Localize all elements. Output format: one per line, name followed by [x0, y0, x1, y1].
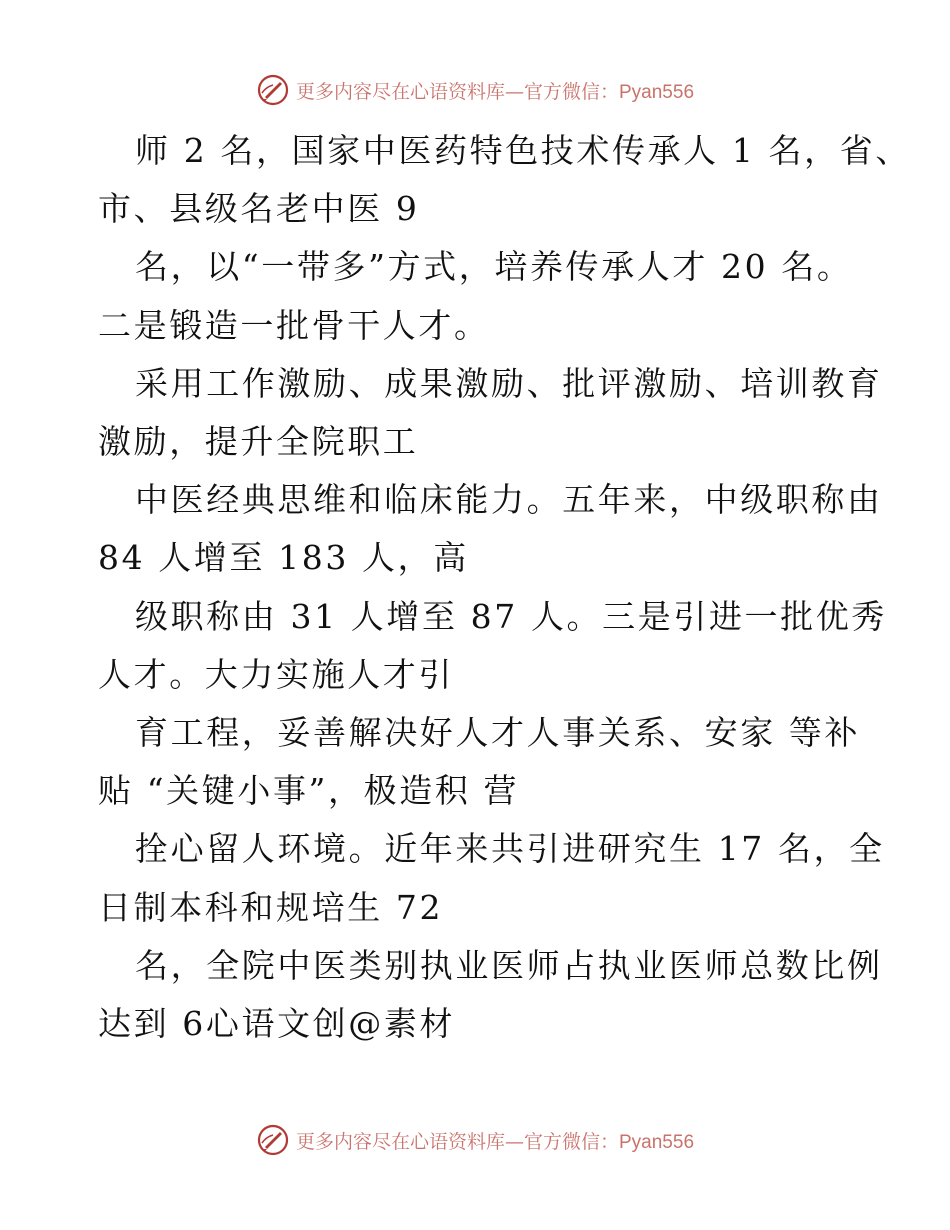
header-banner — [0, 70, 950, 110]
document-body — [98, 122, 911, 1053]
footer-banner-text-cn: 更多内容尽在心语资料库—官方微信： — [295, 1130, 619, 1153]
header-banner-wechat-id: Pyan556 — [619, 81, 695, 103]
text-line: 师 2 名，国家中医药特色技术传承人 1 名，省、 — [135, 131, 911, 170]
paragraph — [98, 820, 885, 936]
footer-banner — [0, 1120, 950, 1160]
text-line: 拴心留人环境。近年来共引进研究生 17 名，全 — [135, 829, 885, 869]
header-banner-text-cn: 更多内容尽在心语资料库—官方微信： — [295, 80, 619, 103]
paragraph — [98, 937, 883, 1053]
paragraph — [98, 122, 911, 238]
footer-banner-text — [296, 1127, 694, 1154]
paragraph — [98, 471, 883, 587]
paragraph — [98, 355, 883, 471]
text-line: 名，全院中医类别执业医师占执业医师总数比例 — [135, 945, 883, 985]
brand-logo-icon — [256, 73, 290, 107]
text-line: 级职称由 31 人增至 87 人。三是引进一批优秀 — [135, 596, 887, 636]
text-line: 达到 6心语文创@素材 — [98, 1004, 456, 1044]
paragraph — [98, 588, 887, 704]
paragraph — [98, 704, 861, 820]
header-banner-content — [256, 73, 694, 107]
text-line: 激励，提升全院职工 — [98, 422, 419, 462]
text-line: 市、县级名老中医 9 — [98, 189, 420, 229]
footer-banner-content — [256, 1123, 694, 1157]
footer-banner-wechat-id: Pyan556 — [619, 1131, 695, 1153]
text-line: 人才。大力实施人才引 — [98, 654, 454, 694]
text-line: 名，以“一带多”方式，培养传承人才 20 名。 — [135, 247, 853, 287]
text-line: 二是锻造一批骨干人才。 — [98, 305, 490, 345]
header-banner-text — [296, 77, 694, 104]
text-line: 采用工作激励、成果激励、批评激励、培训教育 — [135, 363, 883, 403]
text-line: 日制本科和规培生 72 — [98, 887, 444, 927]
brand-logo-icon — [256, 1123, 290, 1157]
paragraph — [98, 238, 858, 354]
text-line: 贴 “关键小事”，极造积 营 — [98, 771, 520, 811]
text-line: 中医经典思维和临床能力。五年来，中级职称由 — [135, 480, 883, 520]
text-line: 育工程，妥善解决好人才人事关系、安家 等补 — [135, 713, 861, 753]
text-line: 84 人增至 183 人，高 — [98, 538, 469, 578]
